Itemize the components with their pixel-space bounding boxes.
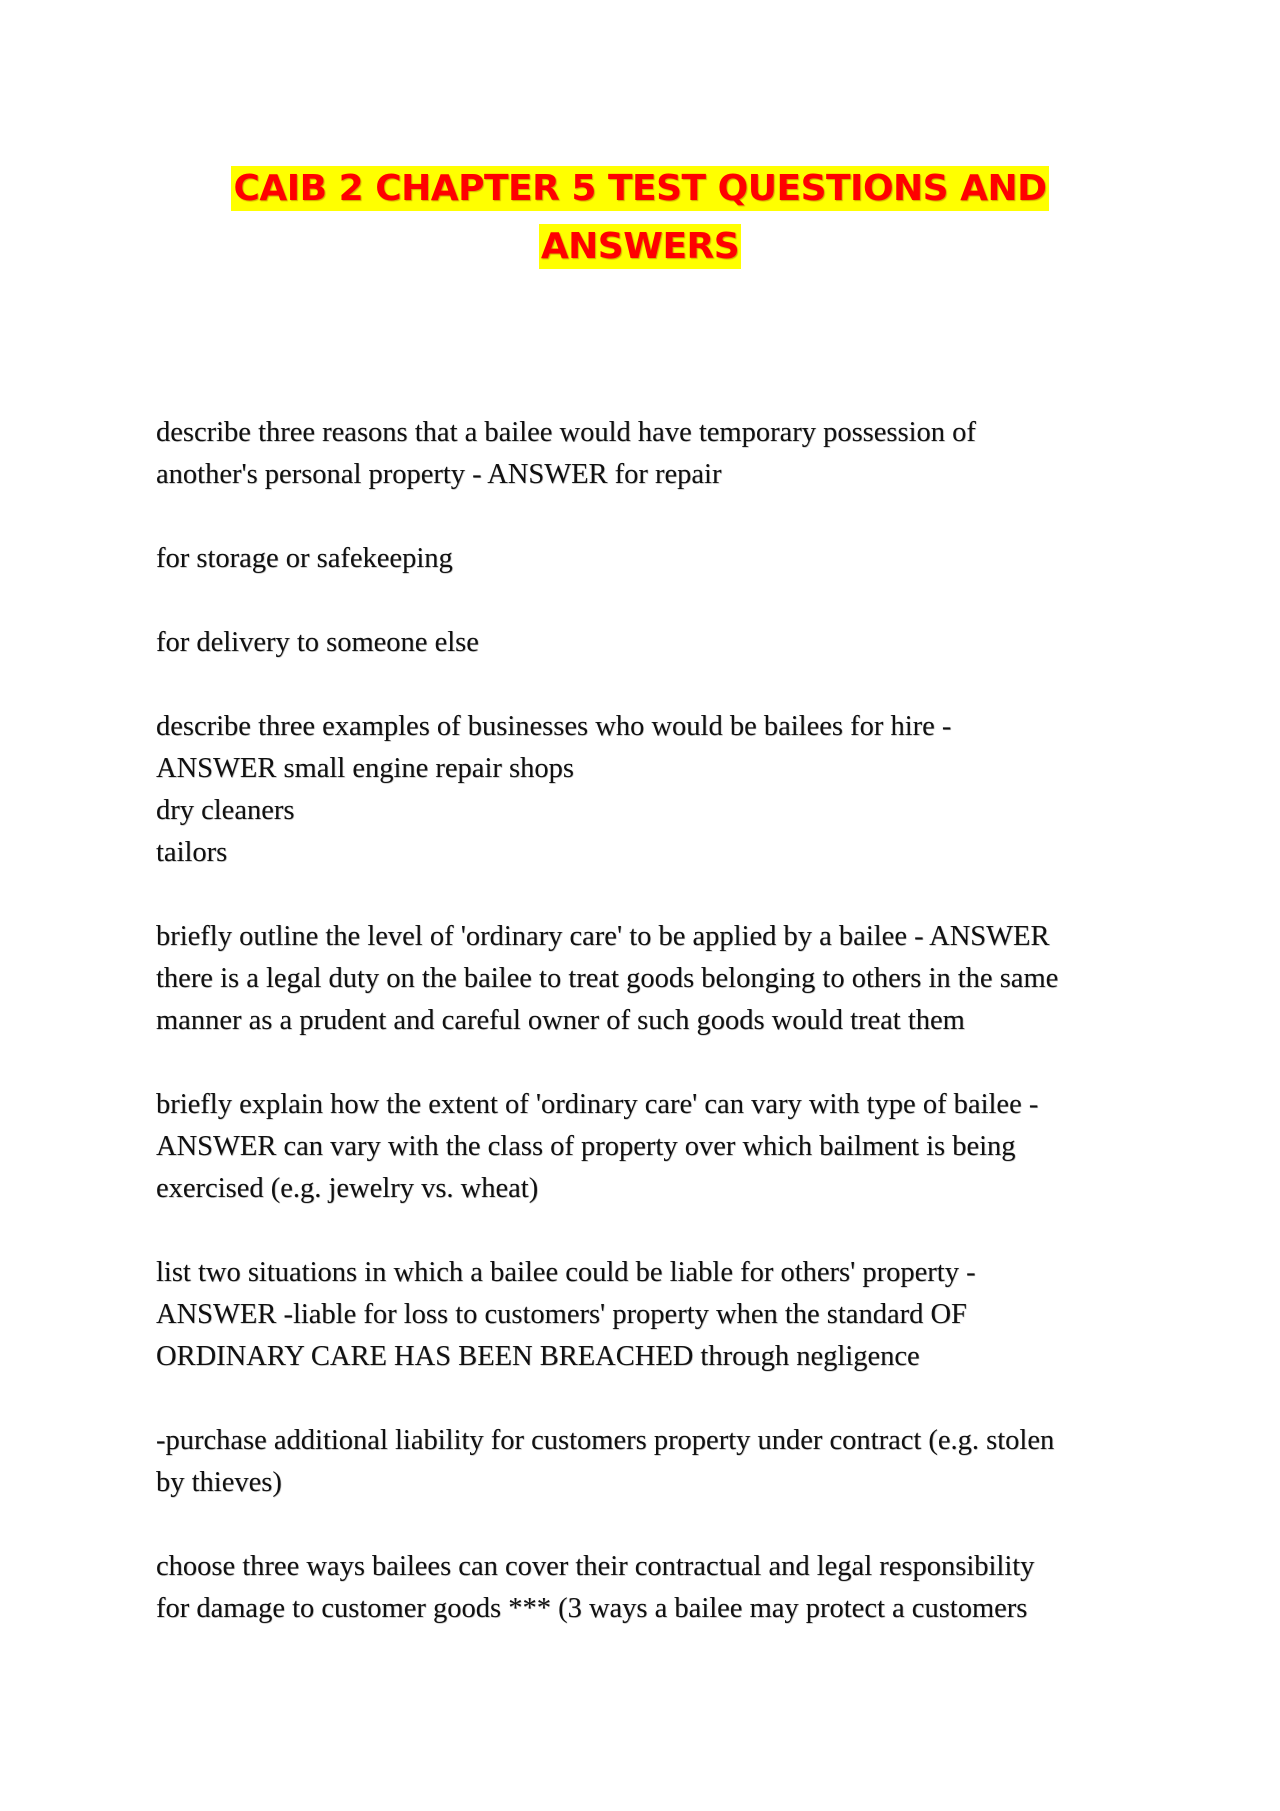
title-line-1	[0, 160, 1280, 218]
title-text-1: CAIB 2 CHAPTER 5 TEST QUESTIONS AND	[233, 168, 1047, 209]
paragraph: for storage or safekeeping	[156, 543, 453, 574]
paragraph: for delivery to someone else	[156, 627, 479, 658]
paragraph: -purchase additional liability for customers property under contract (e.g. stolen by thieves)	[156, 1425, 1055, 1498]
paragraph: choose three ways bailees can cover their contractual and legal responsibility for damage to customer goods *** (3 ways a bailee may protect a customers	[156, 1551, 1035, 1624]
paragraph: list two situations in which a bailee could be liable for others' property - ANSWER -liable for loss to customers' property when the standard OF ORDINARY CARE HAS BEEN BREACHED through negligence	[156, 1257, 976, 1372]
paragraph: briefly explain how the extent of 'ordinary care' can vary with type of bailee - ANSWER can vary with the class of property over which bailment is being exercised (e.g. jewelry vs. wheat)	[156, 1089, 1039, 1204]
paragraph: describe three reasons that a bailee would have temporary possession of another's personal property - ANSWER for repair	[156, 417, 976, 490]
title-text-2: ANSWERS	[540, 226, 740, 267]
document-title	[0, 160, 1280, 276]
title-line-2	[0, 218, 1280, 276]
paragraph: briefly outline the level of 'ordinary care' to be applied by a bailee - ANSWER there is a legal duty on the bailee to treat goods belonging to others in the same manner as a prudent and careful owner of such goods would treat them	[156, 921, 1059, 1036]
paragraph: describe three examples of businesses who would be bailees for hire - ANSWER small engine repair shops dry cleaners tailors	[156, 711, 952, 868]
document-body	[156, 412, 1136, 1672]
